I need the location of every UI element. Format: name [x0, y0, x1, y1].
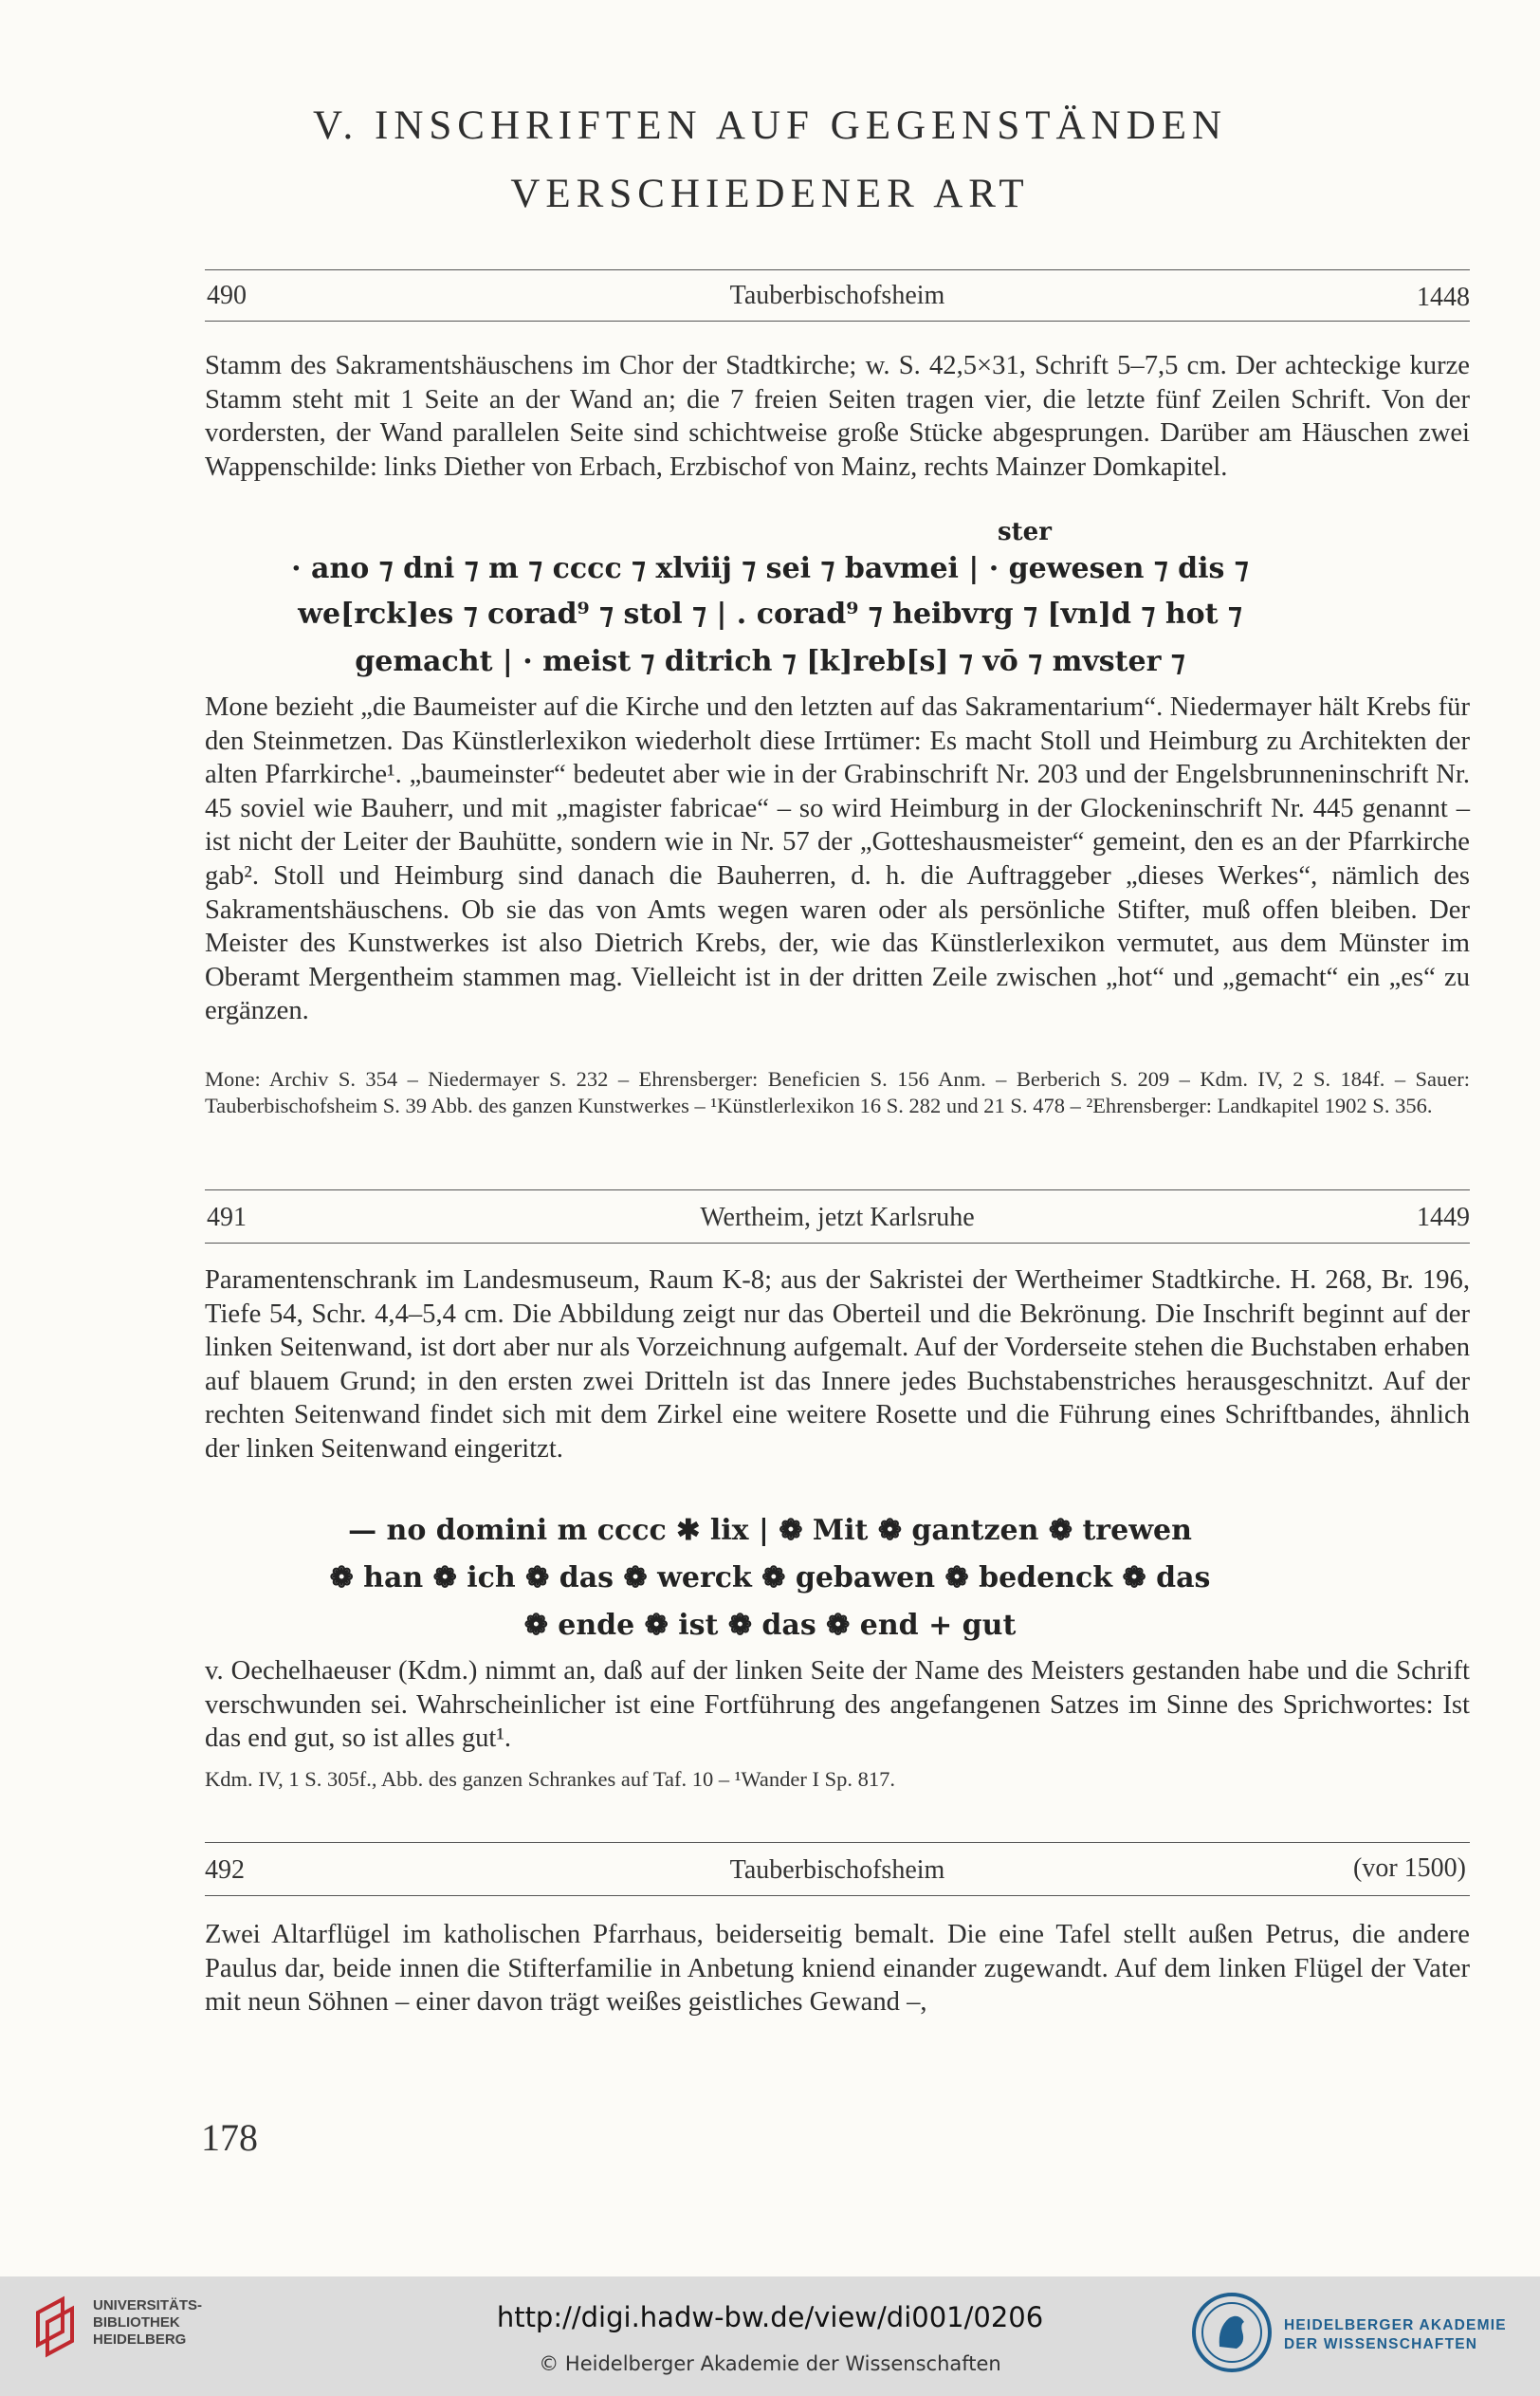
entry-490-references: Mone: Archiv S. 354 – Niedermayer S. 232 – Ehrensberger: Beneficien S. 156 Anm. – Berberich S. 209 – Kdm. IV, 2 S. 184f. – Sauer: Tauberbischofsheim S. 39 Abb. des ganzen Kunstwerkes – ¹Künstlerlexikon 16 S. 282 und 21 S. 478 – ²Ehrensberger: Landkapitel 1902 S. 356.: [205, 1067, 1470, 1117]
entry-492-date: (vor 1500): [1353, 1853, 1466, 1883]
entry-490-description: Stamm des Sakramentshäuschens im Chor der Stadtkirche; w. S. 42,5×31, Schrift 5–7,5 cm. Der achteckige kurze Stamm steht mit 1 Seite an der Wand an; die 7 freien Seiten tragen vier, die letzte fünf Zeilen Schrift. Von der vordersten, der Wand parallelen Seite sind schichtweise große Stücke abgesprungen. Darüber am Häuschen zwei Wappenschilde: links Diether von Erbach, Erzbischof von Mainz, rechts Mainzer Domkapitel.: [205, 351, 1470, 482]
university-library-name: UNIVERSITÄTS- BIBLIOTHEK HEIDELBERG: [93, 2297, 203, 2348]
entry-491-references: Kdm. IV, 1 S. 305f., Abb. des ganzen Schrankes auf Taf. 10 – ¹Wander I Sp. 817.: [205, 1767, 896, 1791]
entry-490-inscription-line3: gemacht | · meist ⁊ ditrich ⁊ [k]reb[s] ⁊ vō ⁊ mvster ⁊: [355, 645, 1185, 678]
entry-492-bottom-rule: [205, 1895, 1470, 1896]
entry-491-inscription-line3: ❁ ende ❁ ist ❁ das ❁ end + gut: [523, 1609, 1017, 1642]
entry-491-inscription-line2: ❁ han ❁ ich ❁ das ❁ werck ❁ gebawen ❁ bedenck ❁ das: [329, 1561, 1211, 1594]
entry-490-inscription-line1: · ano ⁊ dni ⁊ m ⁊ cccc ⁊ xlviij ⁊ sei ⁊ bavmei | · gewesen ⁊ dis ⁊: [291, 552, 1249, 585]
entry-490-place: Tauberbischofsheim: [729, 281, 945, 310]
chapter-title-line1: V. INSCHRIFTEN AUF GEGENSTÄNDEN: [312, 103, 1228, 148]
entry-491-commentary: v. Oechelhaeuser (Kdm.) nimmt an, daß auf der linken Seite der Name des Meisters gestanden habe und die Schrift verschwunden sei. Wahrscheinlicher ist eine Fortführung des angefangenen Satzes im Sinne des Sprichwortes: Ist das end gut, so ist alles gut¹.: [205, 1656, 1470, 1754]
entry-490-top-rule: [205, 269, 1470, 270]
entry-490-bottom-rule: [205, 321, 1470, 322]
entry-492-place: Tauberbischofsheim: [729, 1855, 945, 1885]
entry-491-description: Paramentenschrank im Landesmuseum, Raum K-8; aus der Sakristei der Wertheimer Stadtkirche. H. 268, Br. 196, Tiefe 54, Schr. 4,4–5,4 cm. Die Abbildung zeigt nur das Oberteil und die Bekrönung. Die Inschrift beginnt auf der linken Seitenwand, ist dort aber nur als Vorzeichnung aufgemalt. Auf der Vorderseite stehen die Buchstaben erhaben auf blauem Grund; in den ersten zwei Dritteln ist das Innere jedes Buchstabenstriches herausgeschnitzt. Auf der rechten Seitenwand findet sich mit dem Zirkel eine weitere Rosette und die Führung eines Schriftbandes, ähnlich der linken Seitenwand eingeritzt.: [205, 1265, 1470, 1464]
entry-490-inscription-superscript: ster: [998, 518, 1052, 546]
chapter-title-line2: VERSCHIEDENER ART: [510, 172, 1030, 216]
entry-491-inscription-line1: — no domini m cccc ✱ lix | ❁ Mit ❁ gantzen ❁ trewen: [348, 1514, 1192, 1547]
entry-492-top-rule: [205, 1842, 1470, 1843]
entry-490-inscription-line2: we[rck]es ⁊ corad⁹ ⁊ stol ⁊ | . corad⁹ ⁊ heibvrg ⁊ [vn]d ⁊ hot ⁊: [298, 598, 1242, 631]
entry-491-date: 1449: [1417, 1203, 1470, 1232]
entry-491-place: Wertheim, jetzt Karlsruhe: [700, 1203, 975, 1232]
entry-490-number: 490: [207, 281, 247, 310]
entry-491-top-rule: [205, 1189, 1470, 1190]
entry-491-number: 491: [207, 1203, 247, 1232]
academy-seal-icon: [1189, 2290, 1274, 2375]
entry-490-commentary: Mone bezieht „die Baumeister auf die Kirche und den letzten auf das Sakramentarium“. Niedermayer hält Krebs für den Steinmetzen. Das Künstlerlexikon wiederholt diese Irrtümer: Es macht Stoll und Heimburg zu Architekten der alten Pfarrkirche¹. „baumeinster“ bedeutet aber wie in der Grabinschrift Nr. 203 und der Engelsbrunneninschrift Nr. 45 soviel wie Bauherr, und mit „magister fabricae“ – so wird Heimburg in der Glockeninschrift Nr. 445 genannt – ist nicht der Leiter der Bauhütte, sondern wie in Nr. 57 der „Gotteshausmeister“ gemeint, den es an der Pfarrkirche gab². Stoll und Heimburg sind danach die Bauherren, d. h. die Auftraggeber „dieses Werkes“, nämlich des Sakramentshäuschens. Ob sie das von Amts wegen waren oder als persönliche Stifter, muß offen bleiben. Der Meister des Kunstwerkes ist also Dietrich Krebs, der, wie das Künstlerlexikon vermutet, aus dem Münster im Oberamt Mergentheim stammen mag. Vielleicht ist in der dritten Zeile zwischen „hot“ und „gemacht“ ein „es“ zu ergänzen.: [205, 692, 1470, 1026]
copyright-notice: © Heidelberger Akademie der Wissenschaften: [539, 2352, 1001, 2375]
entry-492-number: 492: [205, 1855, 245, 1885]
page-number: 178: [201, 2116, 258, 2159]
academy-name: HEIDELBERGER AKADEMIE DER WISSENSCHAFTEN: [1284, 2317, 1507, 2352]
footer-bar: [0, 2276, 1540, 2396]
entry-490-date: 1448: [1417, 283, 1470, 312]
entry-491-bottom-rule: [205, 1243, 1470, 1244]
entry-492-description: Zwei Altarflügel im katholischen Pfarrhaus, beiderseitig bemalt. Die eine Tafel stellt außen Petrus, die andere Paulus dar, beide innen die Stifterfamilie in Anbetung kniend einander zugewandt. Auf dem linken Flügel der Vater mit neun Söhnen – einer davon trägt weißes geistliches Gewand –,: [205, 1920, 1470, 2018]
document-url-link[interactable]: http://digi.hadw-bw.de/view/di001/0206: [496, 2301, 1044, 2333]
